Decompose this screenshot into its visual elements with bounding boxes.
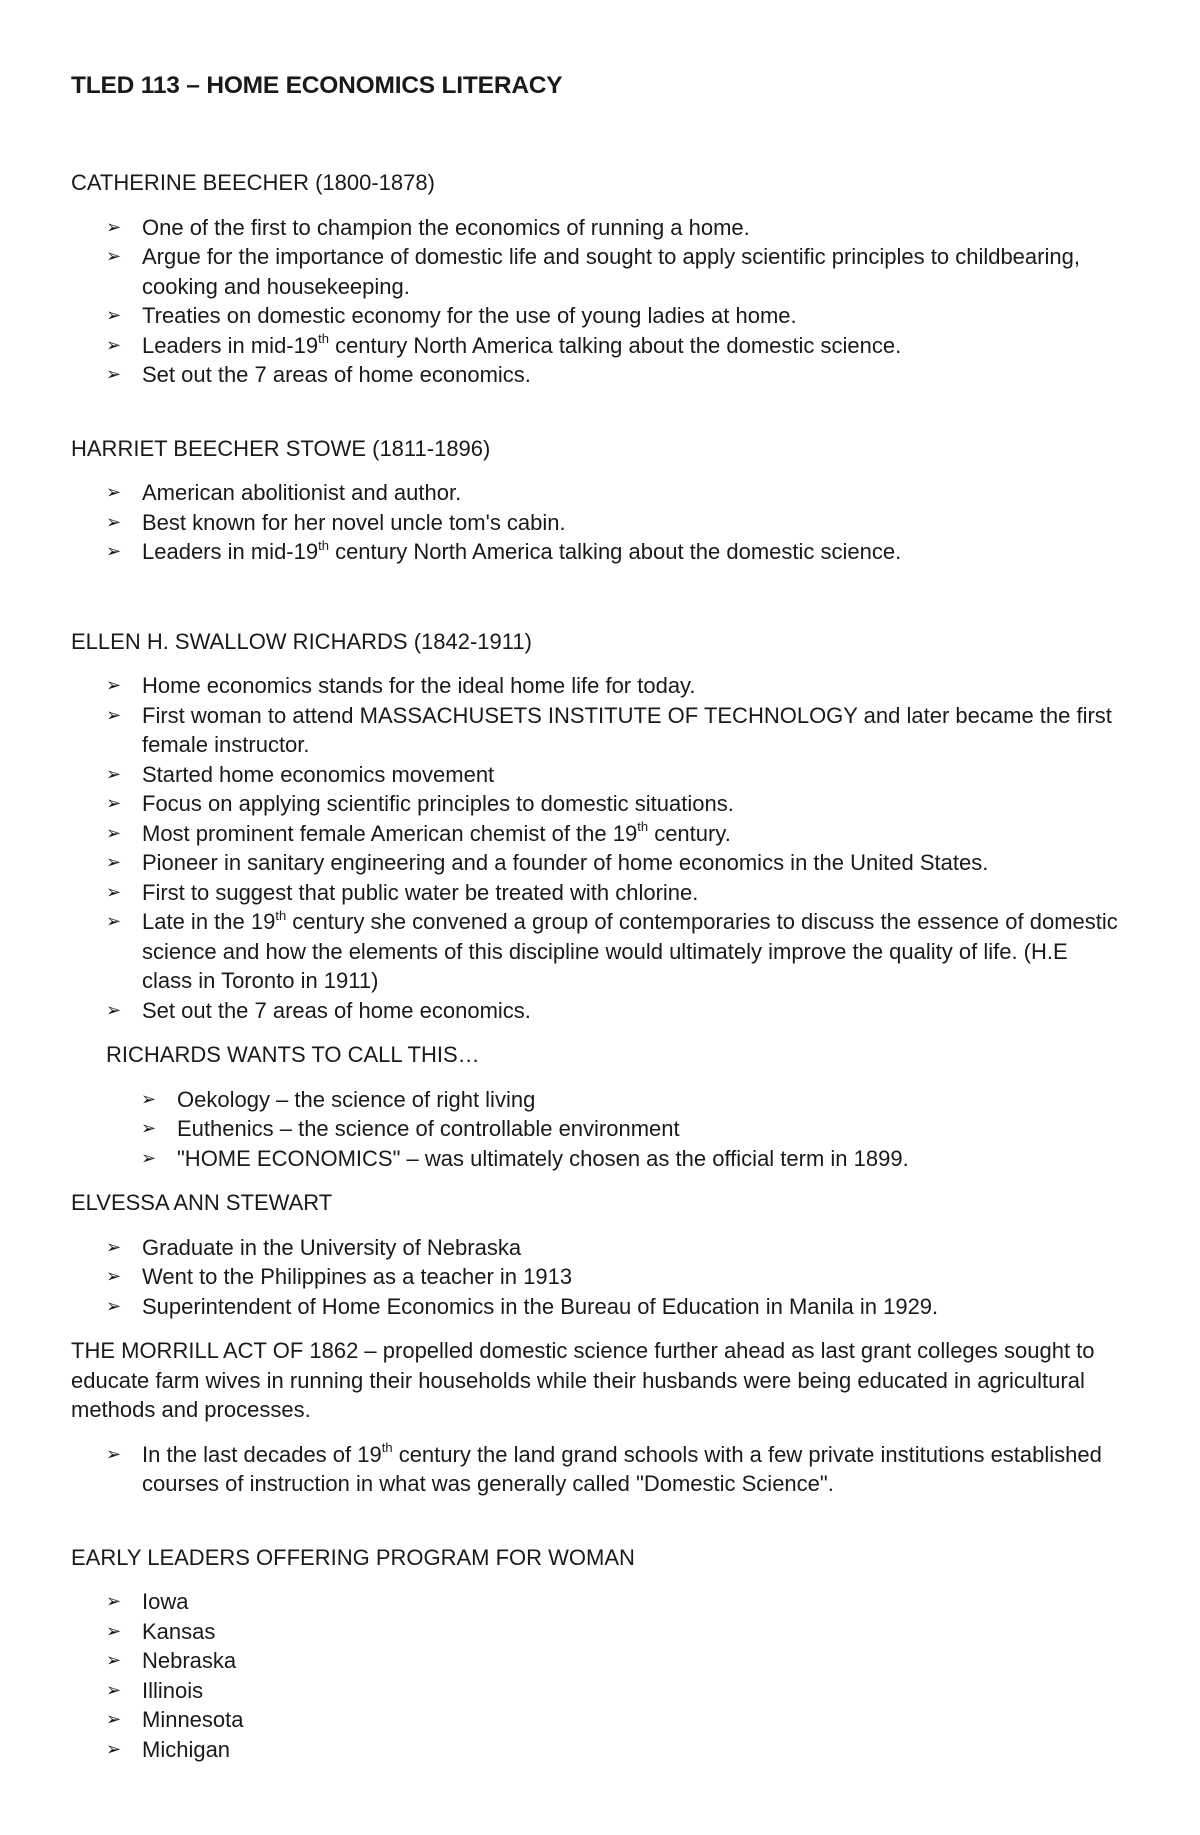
list-item bbox=[106, 878, 1120, 908]
list-item-text: century North America talking about the domestic science. bbox=[328, 332, 902, 358]
arrowhead-bullet-icon: ➢ bbox=[106, 1709, 122, 1729]
arrowhead-bullet-icon: ➢ bbox=[106, 675, 122, 695]
ordinal-superscript: th bbox=[318, 537, 329, 553]
list-item bbox=[106, 671, 1120, 701]
list-item-text: century. bbox=[648, 820, 731, 846]
list-item-text: Went to the Philippines as a teacher in 1913 bbox=[142, 1264, 573, 1289]
list-item bbox=[106, 213, 1120, 243]
list-item bbox=[106, 1233, 1120, 1263]
arrowhead-bullet-icon: ➢ bbox=[106, 1295, 122, 1316]
arrowhead-bullet-icon: ➢ bbox=[106, 999, 122, 1020]
list-item bbox=[106, 1676, 1120, 1706]
section-heading-stowe: HARRIET BEECHER STOWE (1811-1896) bbox=[71, 435, 491, 461]
bullet-list-stewart bbox=[71, 1233, 1120, 1322]
list-item-text: Argue for the importance of domestic life and sought to apply scientific principles to childbearing, cooking and housekeeping. bbox=[142, 244, 1080, 299]
arrowhead-bullet-icon: ➢ bbox=[141, 1088, 157, 1109]
list-item bbox=[106, 1262, 1120, 1292]
arrowhead-bullet-icon: ➢ bbox=[106, 1443, 122, 1464]
subheading-richards-terms: RICHARDS WANTS TO CALL THIS… bbox=[106, 1042, 480, 1067]
arrowhead-bullet-icon: ➢ bbox=[106, 1266, 122, 1286]
bullet-list-morrill bbox=[71, 1440, 1120, 1499]
list-item-text: Set out the 7 areas of home economics. bbox=[142, 362, 531, 387]
list-item bbox=[106, 819, 1120, 849]
arrowhead-bullet-icon: ➢ bbox=[141, 1147, 157, 1168]
ordinal-superscript: th bbox=[275, 907, 287, 923]
list-item-text: First woman to attend MASSACHUSETS INSTITUTE OF TECHNOLOGY and later became the first female instructor. bbox=[142, 702, 1112, 757]
list-item-text: Home economics stands for the ideal home life for today. bbox=[142, 673, 696, 698]
list-item-text: century the land grand schools with a few private institutions established courses of instruction in what was generally called "Domestic Science". bbox=[142, 1441, 1102, 1496]
arrowhead-bullet-icon: ➢ bbox=[106, 852, 122, 872]
list-item bbox=[106, 1617, 1120, 1647]
list-item bbox=[141, 1085, 1120, 1115]
section-heading-beecher: CATHERINE BEECHER (1800-1878) bbox=[71, 170, 435, 195]
list-item bbox=[141, 1114, 1120, 1144]
list-item-text: Nebraska bbox=[142, 1648, 237, 1673]
arrowhead-bullet-icon: ➢ bbox=[106, 1679, 122, 1700]
arrowhead-bullet-icon: ➢ bbox=[106, 704, 122, 725]
list-item-text: century she convened a group of contemporaries to discuss the essence of domestic science and how the elements of this discipline would ultimately improve the quality of life. (H.E class in Toronto in 1911) bbox=[142, 909, 1118, 993]
list-item bbox=[106, 1587, 1120, 1617]
arrowhead-bullet-icon: ➢ bbox=[106, 911, 122, 931]
list-item bbox=[106, 760, 1120, 790]
bullet-list-early-leaders bbox=[71, 1587, 1120, 1764]
bullet-list-richards-terms bbox=[71, 1085, 1120, 1174]
paragraph-morrill-act: THE MORRILL ACT OF 1862 – propelled domestic science further ahead as last grant colleges sought to educate farm wives in running their households while their husbands were being educated in agricultural methods and processes. bbox=[71, 1338, 1095, 1422]
list-item bbox=[106, 996, 1120, 1026]
arrowhead-bullet-icon: ➢ bbox=[106, 482, 122, 502]
list-item-text: Best known for her novel uncle tom's cabin. bbox=[142, 509, 566, 535]
arrowhead-bullet-icon: ➢ bbox=[106, 1620, 122, 1641]
section-heading-stewart: ELVESSA ANN STEWART bbox=[71, 1190, 333, 1215]
list-item-text: Set out the 7 areas of home economics. bbox=[142, 997, 531, 1023]
arrowhead-bullet-icon: ➢ bbox=[106, 793, 122, 813]
list-item-text: One of the first to champion the economics of running a home. bbox=[142, 214, 750, 240]
list-item-text: Graduate in the University of Nebraska bbox=[142, 1234, 522, 1260]
list-item-text: First to suggest that public water be treated with chlorine. bbox=[142, 879, 699, 905]
list-item-text: Minnesota bbox=[142, 1707, 244, 1732]
list-item-text: In the last decades of 19 bbox=[142, 1441, 382, 1467]
arrowhead-bullet-icon: ➢ bbox=[106, 1650, 122, 1670]
list-item-text: Pioneer in sanitary engineering and a founder of home economics in the United States. bbox=[142, 850, 989, 875]
arrowhead-bullet-icon: ➢ bbox=[106, 1591, 122, 1611]
section-heading-richards: ELLEN H. SWALLOW RICHARDS (1842-1911) bbox=[71, 628, 532, 654]
list-item bbox=[106, 360, 1120, 390]
list-item-text: Started home economics movement bbox=[142, 761, 495, 787]
list-item-text: Oekology – the science of right living bbox=[177, 1086, 536, 1112]
list-item-text: Late in the 19 bbox=[142, 909, 276, 934]
arrowhead-bullet-icon: ➢ bbox=[141, 1118, 157, 1138]
bullet-list-richards bbox=[71, 671, 1120, 1025]
arrowhead-bullet-icon: ➢ bbox=[106, 881, 122, 902]
list-item-text: Leaders in mid-19 bbox=[142, 332, 319, 358]
list-item-text: American abolitionist and author. bbox=[142, 480, 462, 505]
list-item bbox=[106, 1292, 1120, 1322]
arrowhead-bullet-icon: ➢ bbox=[106, 541, 122, 561]
list-item bbox=[106, 701, 1120, 760]
list-item-text: Illinois bbox=[142, 1677, 204, 1703]
list-item-text: century North America talking about the domestic science. bbox=[328, 539, 902, 564]
list-item bbox=[106, 331, 1120, 361]
list-item bbox=[106, 508, 1120, 538]
list-item bbox=[106, 1735, 1120, 1765]
list-item bbox=[106, 1646, 1120, 1676]
list-item-text: Iowa bbox=[142, 1589, 189, 1614]
list-item bbox=[141, 1144, 1120, 1174]
arrowhead-bullet-icon: ➢ bbox=[106, 1236, 122, 1257]
arrowhead-bullet-icon: ➢ bbox=[106, 305, 122, 325]
list-item bbox=[106, 907, 1120, 996]
list-item bbox=[106, 789, 1120, 819]
list-item-text: Euthenics – the science of controllable environment bbox=[177, 1116, 680, 1141]
document-title: TLED 113 – HOME ECONOMICS LITERACY bbox=[71, 72, 563, 99]
list-item bbox=[106, 848, 1120, 878]
list-item-text: Kansas bbox=[142, 1618, 216, 1644]
list-item-text: Most prominent female American chemist of the 19 bbox=[142, 820, 638, 846]
list-item bbox=[106, 1440, 1120, 1499]
list-item bbox=[106, 478, 1120, 508]
section-heading-early-leaders: EARLY LEADERS OFFERING PROGRAM FOR WOMAN bbox=[71, 1544, 635, 1570]
list-item-text: Focus on applying scientific principles to domestic situations. bbox=[142, 791, 734, 816]
list-item bbox=[106, 301, 1120, 331]
arrowhead-bullet-icon: ➢ bbox=[106, 763, 122, 784]
bullet-list-beecher bbox=[71, 213, 1120, 390]
arrowhead-bullet-icon: ➢ bbox=[106, 216, 122, 237]
ordinal-superscript: th bbox=[318, 331, 329, 347]
arrowhead-bullet-icon: ➢ bbox=[106, 334, 122, 355]
list-item-text: Leaders in mid-19 bbox=[142, 539, 319, 564]
list-item-text: Treaties on domestic economy for the use of young ladies at home. bbox=[142, 303, 797, 328]
ordinal-superscript: th bbox=[381, 1440, 393, 1456]
arrowhead-bullet-icon: ➢ bbox=[106, 246, 122, 266]
list-item-text: Michigan bbox=[142, 1736, 231, 1762]
list-item bbox=[106, 537, 1120, 567]
arrowhead-bullet-icon: ➢ bbox=[106, 364, 122, 384]
bullet-list-stowe bbox=[71, 478, 1120, 567]
list-item bbox=[106, 1705, 1120, 1735]
list-item-text: "HOME ECONOMICS" – was ultimately chosen as the official term in 1899. bbox=[177, 1145, 909, 1171]
list-item-text: Superintendent of Home Economics in the Bureau of Education in Manila in 1929. bbox=[142, 1293, 939, 1319]
ordinal-superscript: th bbox=[637, 819, 649, 835]
arrowhead-bullet-icon: ➢ bbox=[106, 1738, 122, 1759]
list-item bbox=[106, 242, 1120, 301]
arrowhead-bullet-icon: ➢ bbox=[106, 511, 122, 532]
arrowhead-bullet-icon: ➢ bbox=[106, 822, 122, 843]
